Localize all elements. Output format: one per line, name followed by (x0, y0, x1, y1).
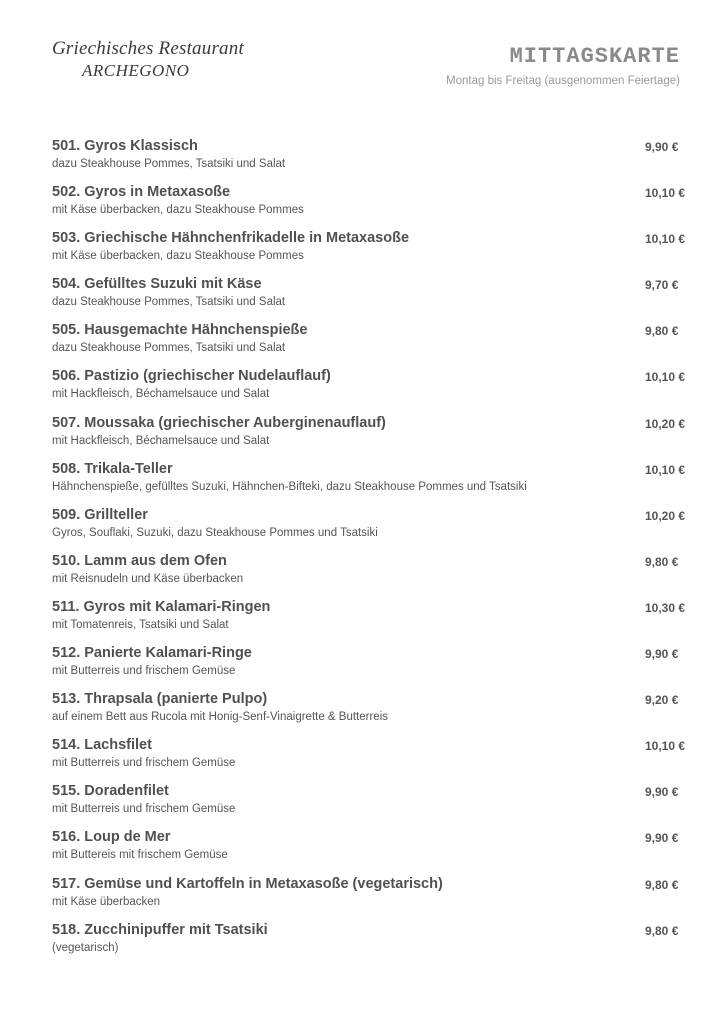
menu-item (52, 921, 692, 967)
menu-item-name: 512. Panierte Kalamari-Ringe (52, 645, 252, 662)
menu-item-name: 514. Lachsfilet (52, 737, 152, 754)
restaurant-type: Griechisches Restaurant (52, 38, 244, 59)
menu-item (52, 644, 692, 690)
restaurant-name: ARCHEGONO (82, 61, 190, 80)
menu-item-name: 506. Pastizio (griechischer Nudelauflauf) (52, 368, 331, 385)
menu-item-name: 503. Griechische Hähnchenfrikadelle in Metaxasoße (52, 230, 410, 247)
menu-item-price: 10,30 € (645, 600, 686, 615)
menu-item-price: 9,80 € (645, 554, 679, 569)
menu-subtitle: Montag bis Freitag (ausgenommen Feiertage) (446, 75, 680, 87)
menu-item (52, 875, 692, 921)
menu-item-description: mit Tomatenreis, Tsatsiki und Salat (52, 618, 229, 631)
menu-item-price: 9,90 € (645, 785, 679, 800)
menu-item-description: mit Hackfleisch, Béchamelsauce und Salat (52, 434, 270, 447)
menu-item-description: dazu Steakhouse Pommes, Tsatsiki und Salat (52, 342, 286, 355)
menu-item-price: 9,80 € (645, 324, 679, 339)
menu-item-name: 501. Gyros Klassisch (52, 138, 198, 154)
menu-item-price: 9,80 € (645, 877, 679, 892)
menu-item-price: 10,10 € (645, 370, 686, 385)
menu-item-description: mit Butterreis und frischem Gemüse (52, 803, 236, 816)
menu-item-description: dazu Steakhouse Pommes, Tsatsiki und Salat (52, 296, 286, 309)
menu-item-name: 517. Gemüse und Kartoffeln in Metaxasoße (vegetarisch) (52, 875, 443, 892)
menu-item (52, 828, 692, 874)
menu-item-name: 504. Gefülltes Suzuki mit Käse (52, 276, 262, 293)
menu-item-price: 9,90 € (645, 647, 679, 662)
menu-item-name: 513. Thrapsala (panierte Pulpo) (52, 691, 268, 708)
menu-item-description: mit Buttereis mit frischem Gemüse (52, 849, 228, 862)
menu-item-description: auf einem Bett aus Rucola mit Honig-Senf-Vinaigrette & Butterreis (52, 711, 389, 724)
menu-item-description: mit Hackfleisch, Béchamelsauce und Salat (52, 388, 270, 401)
menu-item-description: mit Käse überbacken (52, 895, 161, 908)
menu-item-price: 10,10 € (645, 739, 686, 754)
menu-item (52, 506, 692, 552)
menu-item (52, 275, 692, 321)
menu-item-description: dazu Steakhouse Pommes, Tsatsiki und Salat (52, 158, 286, 170)
menu-item-description: mit Käse überbacken, dazu Steakhouse Pommes (52, 250, 304, 263)
menu-item (52, 183, 692, 229)
menu-item-price: 10,20 € (645, 508, 686, 523)
menu-item (52, 782, 692, 828)
menu-item-price: 10,10 € (645, 186, 686, 201)
menu-item (52, 229, 692, 275)
menu-item-price: 10,10 € (645, 232, 686, 247)
menu-item-name: 510. Lamm aus dem Ofen (52, 552, 227, 569)
menu-item-price: 9,80 € (645, 923, 679, 938)
menu-header (446, 44, 680, 87)
menu-list (52, 137, 692, 967)
menu-item (52, 414, 692, 460)
menu-item-description: Hähnchenspieße, gefülltes Suzuki, Hähnchen-Bifteki, dazu Steakhouse Pommes und Tsatsiki (52, 480, 527, 493)
menu-item-description: mit Butterreis und frischem Gemüse (52, 665, 236, 678)
menu-item-price: 10,10 € (645, 462, 686, 477)
menu-item (52, 736, 692, 782)
menu-item-name: 502. Gyros in Metaxasoße (52, 184, 231, 201)
menu-title: MITTAGSKARTE (509, 44, 680, 69)
menu-item-name: 516. Loup de Mer (52, 829, 171, 846)
menu-item-name: 505. Hausgemachte Hähnchenspieße (52, 322, 308, 339)
menu-item (52, 137, 692, 183)
menu-item-price: 9,90 € (645, 140, 679, 154)
menu-item-description: mit Käse überbacken, dazu Steakhouse Pommes (52, 204, 304, 217)
menu-item-price: 10,20 € (645, 416, 686, 431)
menu-item-description: Gyros, Souflaki, Suzuki, dazu Steakhouse Pommes und Tsatsiki (52, 526, 378, 539)
menu-item (52, 598, 692, 644)
menu-item-name: 518. Zucchinipuffer mit Tsatsiki (52, 921, 268, 938)
menu-item-name: 508. Trikala-Teller (52, 460, 173, 477)
menu-item-description: mit Butterreis und frischem Gemüse (52, 757, 236, 770)
menu-item-description: (vegetarisch) (52, 941, 119, 954)
menu-item-description: mit Reisnudeln und Käse überbacken (52, 572, 244, 585)
menu-item-name: 511. Gyros mit Kalamari-Ringen (52, 598, 271, 615)
menu-item (52, 460, 692, 506)
menu-item-price: 9,20 € (645, 693, 679, 708)
menu-item-price: 9,70 € (645, 278, 679, 293)
menu-item (52, 367, 692, 413)
menu-item-name: 515. Doradenfilet (52, 783, 169, 800)
menu-item (52, 321, 692, 367)
menu-item-name: 509. Grillteller (52, 506, 148, 523)
menu-item (52, 690, 692, 736)
menu-item-name: 507. Moussaka (griechischer Auberginenauflauf) (52, 414, 386, 431)
menu-item-price: 9,90 € (645, 831, 679, 846)
restaurant-logo (52, 38, 252, 81)
menu-item (52, 552, 692, 598)
